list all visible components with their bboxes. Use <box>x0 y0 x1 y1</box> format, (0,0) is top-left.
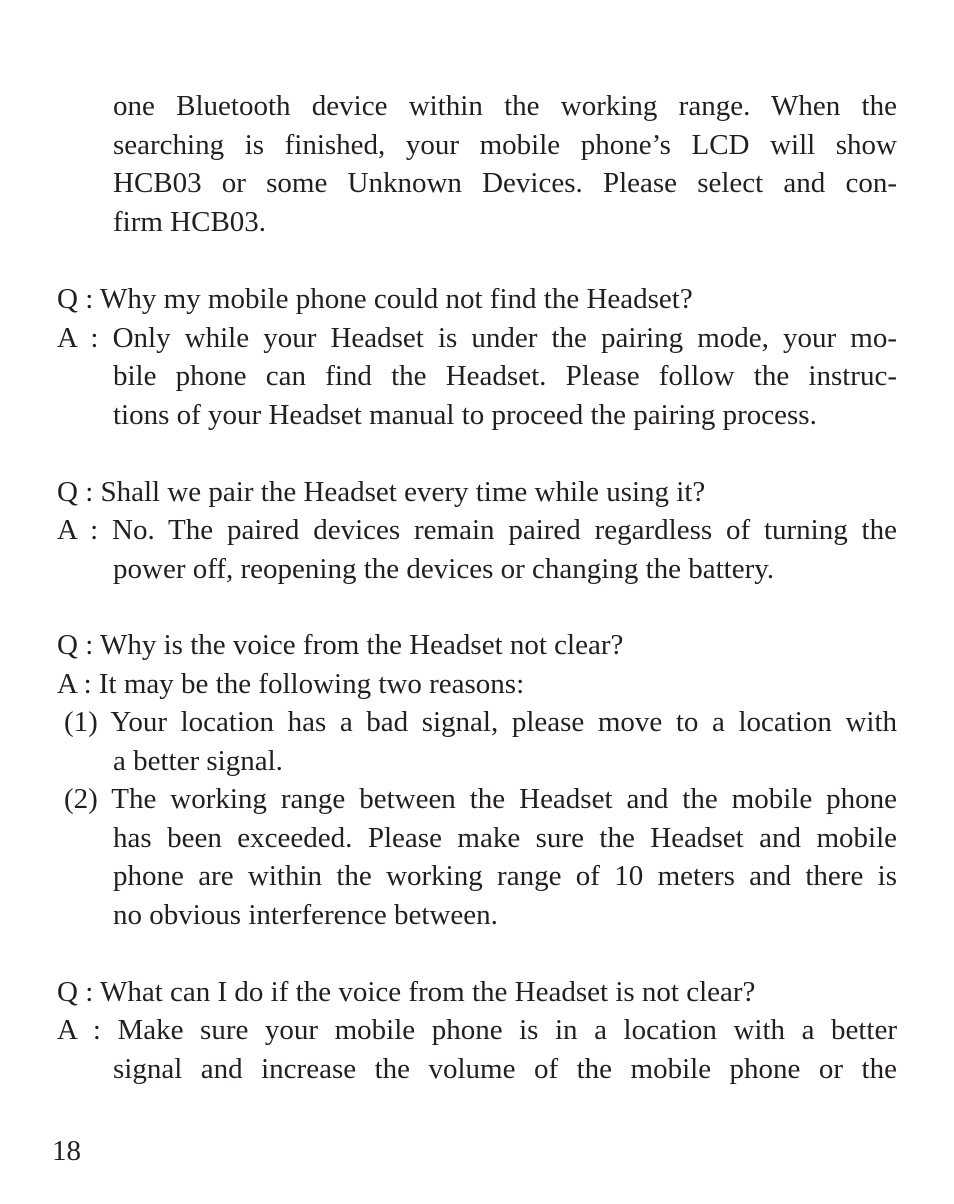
faq-answer-line: tions of your Headset manual to proceed the pairing process. <box>113 399 817 431</box>
faq-answer-line: A : No. The paired devices remain paired regardless of turning the <box>57 514 897 546</box>
faq-answer-line: bile phone can find the Headset. Please follow the instruc- <box>113 360 897 392</box>
reason-item-line: (2) The working range between the Headset and the mobile phone <box>64 783 897 815</box>
reason-item-line: has been exceeded. Please make sure the Headset and mobile <box>113 822 897 854</box>
reason-item-line: no obvious interference between. <box>113 899 498 931</box>
reason-item-line: a better signal. <box>113 745 283 777</box>
intro-line: one Bluetooth device within the working range. When the <box>113 90 897 122</box>
faq-answer-line: A : It may be the following two reasons: <box>57 668 525 700</box>
faq-question: Q : What can I do if the voice from the Headset is not clear? <box>57 976 756 1008</box>
faq-answer-line: signal and increase the volume of the mobile phone or the <box>113 1053 897 1085</box>
intro-line: searching is finished, your mobile phone’s LCD will show <box>113 129 897 161</box>
intro-line: firm HCB03. <box>113 206 267 238</box>
faq-question: Q : Why is the voice from the Headset not clear? <box>57 629 624 661</box>
faq-answer-line: power off, reopening the devices or changing the battery. <box>113 553 775 585</box>
faq-answer-line: A : Only while your Headset is under the pairing mode, your mo- <box>57 322 897 354</box>
faq-answer-line: A : Make sure your mobile phone is in a location with a better <box>57 1014 897 1046</box>
faq-question: Q : Shall we pair the Headset every time while using it? <box>57 476 706 508</box>
reason-item-line: (1) Your location has a bad signal, please move to a location with <box>64 706 897 738</box>
page-number: 18 <box>52 1135 81 1167</box>
reason-item-line: phone are within the working range of 10 meters and there is <box>113 860 897 892</box>
intro-line: HCB03 or some Unknown Devices. Please select and con- <box>113 167 897 199</box>
faq-question: Q : Why my mobile phone could not find the Headset? <box>57 283 693 315</box>
